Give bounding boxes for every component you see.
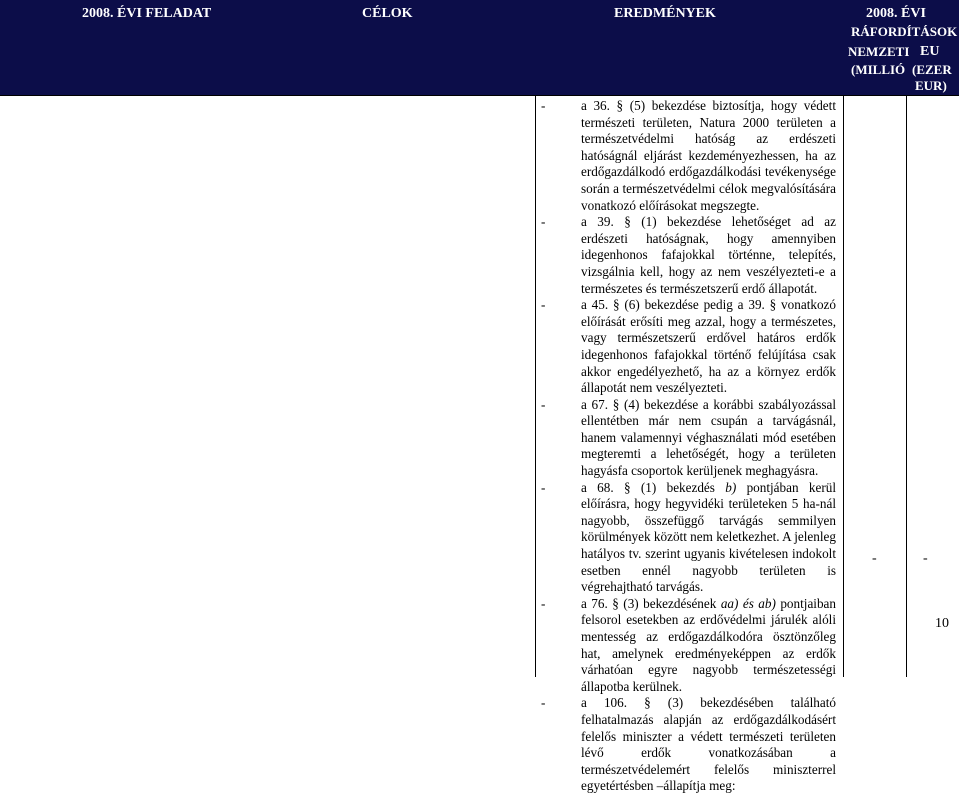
- list-item: - a 67. § (4) bekezdése a korábbi szabályozással ellentétben már nem csupán a tarvágásnál, hanem valamennyi véghasználati mód esetében megteremti a lehetőségét, hogy a területen hagyásfa csoportok kerüljenek meghagyásra.: [541, 396, 836, 479]
- header-raforditasok: RÁFORDÍTÁSOK: [851, 24, 958, 39]
- table-header: [0, 0, 959, 95]
- cost-nemzeti: -: [872, 551, 877, 566]
- column-divider-eu: [906, 95, 907, 677]
- list-item: - a 76. § (3) bekezdésének aa) és ab) pontjaiban felsorol esetekben az erdővédelmi járulék alóli mentesség az erdőgazdálkodóra ösztönzőleg hat, amelynek eredményeképpen az erdők várhatóan egyre nagyobb természetességi állapotba kerülnek.: [541, 595, 836, 694]
- results-column: [541, 98, 836, 795]
- list-item: - a 45. § (6) bekezdése pedig a 39. § vonatkozó előírását erősíti meg azzal, hogy a természetes, vagy természetszerű erdővel határos erdők idegenhonos fafajokkal történő felújítása csak akkor engedélyezhető, ha az a környez erdők állapotát nem veszélyezteti.: [541, 297, 836, 396]
- page-number: 10: [935, 616, 949, 631]
- header-nemzeti: NEMZETI: [848, 44, 910, 59]
- header-eredmenyek: EREDMÉNYEK: [614, 6, 716, 21]
- column-divider-costs: [843, 95, 844, 677]
- header-eu: EU: [920, 44, 940, 59]
- header-eu-unit: (EZER: [912, 62, 952, 77]
- header-divider: [0, 95, 959, 96]
- list-item: - a 106. § (3) bekezdésében található felhatalmazás alapján az erdőgazdálkodásért felelős miniszter a védett természeti területen lévő erdők vonatkozásában a természetvédelemért felelős miniszterrel egyetértésben –állapítja meg:: [541, 695, 836, 794]
- header-eu-unit-2: EUR): [915, 78, 947, 93]
- header-nemzeti-unit: (MILLIÓ: [851, 62, 906, 77]
- header-raforditasok-year: 2008. ÉVI: [866, 6, 926, 21]
- list-item: - a 39. § (1) bekezdése lehetőséget ad az erdészeti hatóságnak, hogy amennyiben idegenhonos fafajokkal történne, telepítés, vizsgálnia kell, hogy az nem veszélyezteti-e a természetes és természetszerű erdő állapotát.: [541, 214, 836, 296]
- list-item: - a 36. § (5) bekezdése biztosítja, hogy védett természeti területen, Natura 2000 területen a természetvédelmi hatóság az erdészeti hatóságnál eljárást kezdeményezhessen, ha az erdőgazdálkodó erdőgazdálkodási tevékenysége során a természetvédelmi célok megvalósítására vonatkozó előírásokat megszegte.: [541, 98, 836, 213]
- column-divider-results: [535, 95, 536, 677]
- header-feladat: 2008. ÉVI FELADAT: [82, 6, 212, 21]
- list-item: - a 68. § (1) bekezdés b) pontjában kerül előírásra, hogy hegyvidéki területeken 5 ha-nál nagyobb, összefüggő tarvágás semmilyen körülmények között nem keletkezhet. A jelenleg hatályos tv. szerint ugyanis kivételesen indokolt esetben ennél nagyobb területen is végrehajtható tarvágás.: [541, 479, 836, 595]
- cost-eu: -: [923, 551, 928, 566]
- header-celok: CÉLOK: [362, 6, 413, 21]
